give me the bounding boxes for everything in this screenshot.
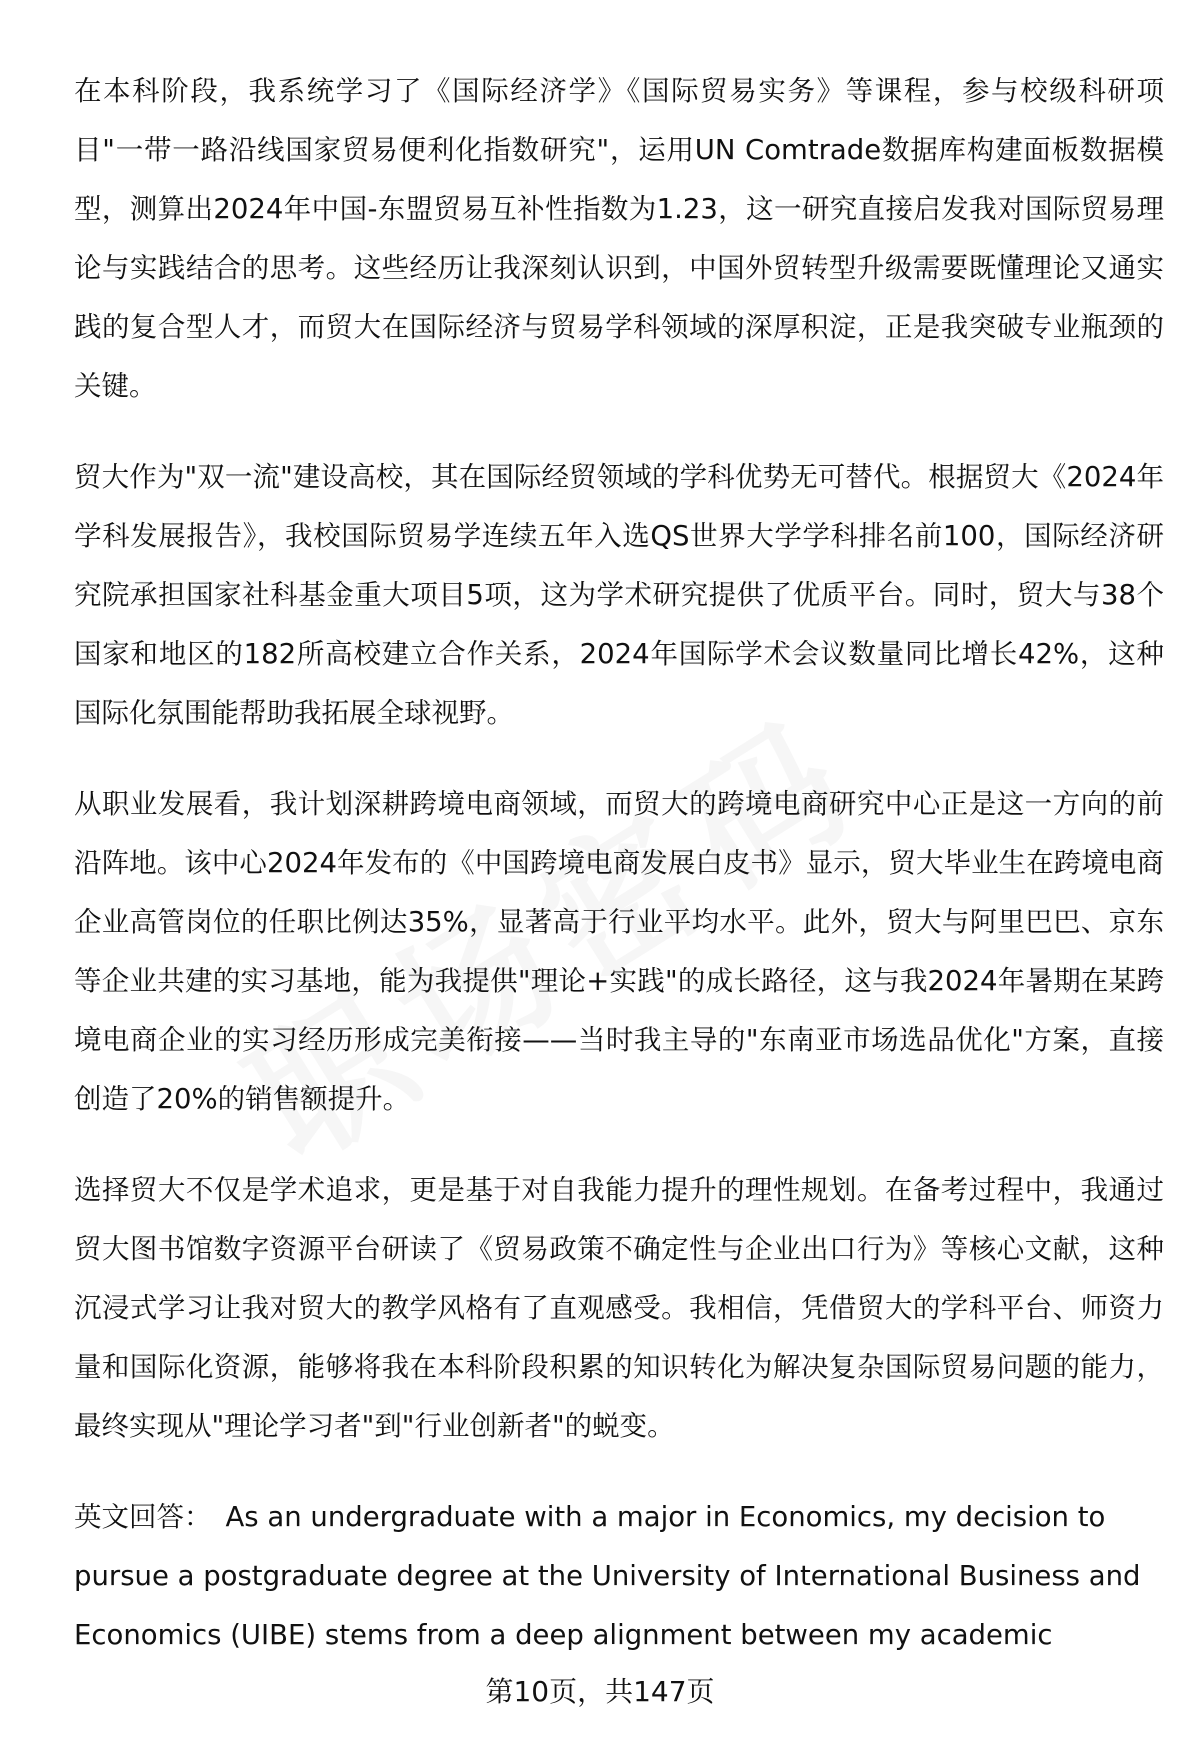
- paragraph-rational-choice: 选择贸大不仅是学术追求，更是基于对自我能力提升的理性规划。在备考过程中，我通过贸大图书馆数字资源平台研读了《贸易政策不确定性与企业出口行为》等核心文献，这种沉浸式学习让我对贸大的教学风格有了直观感受。我相信，凭借贸大的学科平台、师资力量和国际化资源，能够将我在本科阶段积累的知识转化为解决复杂国际贸易问题的能力，最终实现从"理论学习者"到"行业创新者"的蜕变。: [74, 1174, 1164, 1442]
- page-number-footer: 第10页，共147页: [485, 1675, 715, 1708]
- paragraph-career-development: 从职业发展看，我计划深耕跨境电商领域，而贸大的跨境电商研究中心正是这一方向的前沿阵地。该中心2024年发布的《中国跨境电商发展白皮书》显示，贸大毕业生在跨境电商企业高管岗位的任职比例达35%，显著高于行业平均水平。此外，贸大与阿里巴巴、京东等企业共建的实习基地，能为我提供"理论+实践"的成长路径，这与我2024年暑期在某跨境电商企业的实习经历形成完美衔接——当时我主导的"东南亚市场选品优化"方案，直接创造了20%的销售额提升。: [74, 788, 1164, 1115]
- english-answer-text: As an undergraduate with a major in Economics, my decision to pursue a postgraduate degree at the University of International Business and Economics (UIBE) stems from a deep alignment between my academic: [74, 1501, 1141, 1651]
- english-answer-label: 英文回答：: [74, 1501, 212, 1533]
- paragraph-english-answer: [74, 1488, 1164, 1665]
- paragraph-undergraduate-study: 在本科阶段，我系统学习了《国际经济学》《国际贸易实务》等课程，参与校级科研项目"一带一路沿线国家贸易便利化指数研究"，运用UN Comtrade数据库构建面板数据模型，测算出2024年中国-东盟贸易互补性指数为1.23，这一研究直接启发我对国际贸易理论与实践结合的思考。这些经历让我深刻认识到，中国外贸转型升级需要既懂理论又通实践的复合型人才，而贸大在国际经济与贸易学科领域的深厚积淀，正是我突破专业瓶颈的关键。: [74, 75, 1164, 402]
- document-body: [74, 62, 1164, 1697]
- paragraph-discipline-advantage: 贸大作为"双一流"建设高校，其在国际经贸领域的学科优势无可替代。根据贸大《2024年学科发展报告》，我校国际贸易学连续五年入选QS世界大学学科排名前100，国际经济研究院承担国家社科基金重大项目5项，这为学术研究提供了优质平台。同时，贸大与38个国家和地区的182所高校建立合作关系，2024年国际学术会议数量同比增长42%，这种国际化氛围能帮助我拓展全球视野。: [74, 461, 1164, 729]
